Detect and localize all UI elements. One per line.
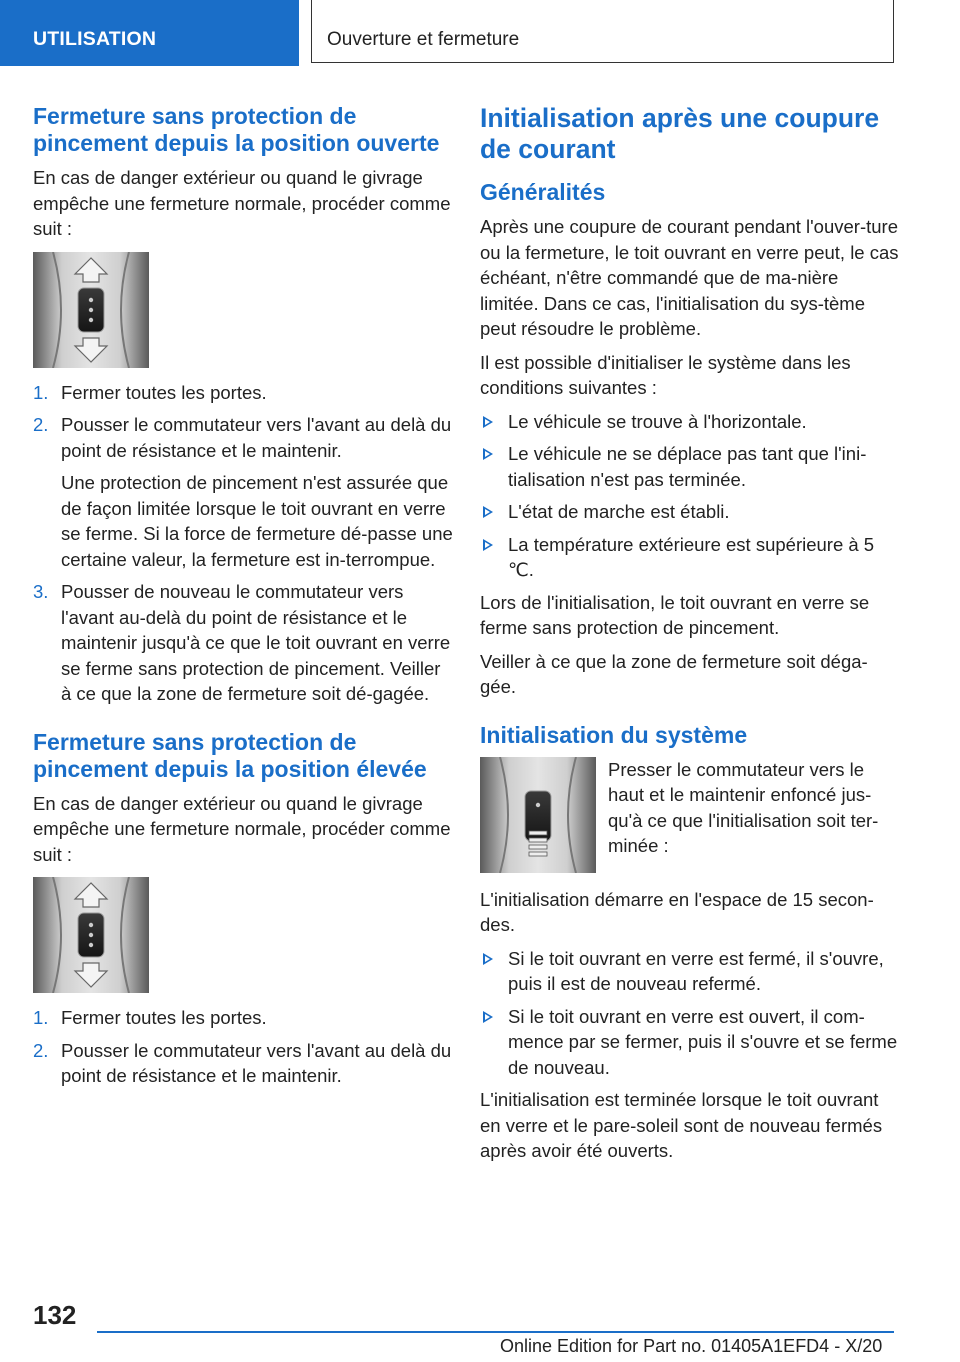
step-number: 1. (33, 381, 49, 403)
list-item (480, 1004, 900, 1081)
condition-text: L'état de marche est établi. (508, 501, 730, 522)
general-paragraph: Veiller à ce que la zone de fermeture soit déga-gée. (480, 650, 868, 697)
list-item (33, 1038, 453, 1089)
init-paragraph: L'initialisation est terminée lorsque le toit ouvrant en verre et le pare-soleil sont de nouveau fermés après avoir été ouverts. (480, 1089, 883, 1161)
subsection-title-general: Généralités (480, 179, 606, 205)
list-item (33, 1005, 453, 1031)
steps-list-open-position (33, 380, 453, 707)
init-behaviour-text: Si le toit ouvrant en verre est fermé, il s'ouvre, puis il est de nouveau refermé. (508, 947, 884, 994)
list-item (480, 409, 900, 435)
list-item (33, 380, 453, 406)
section-title-raised-position: Fermeture sans protection de pincement depuis la position élevée (33, 728, 427, 782)
section-intro-open-position: En cas de danger extérieur ou quand le givrage empêche une fermeture normale, procéder comme suit : (33, 167, 451, 239)
step-number: 2. (33, 414, 49, 435)
section-intro-raised-position: En cas de danger extérieur ou quand le givrage empêche une fermeture normale, procéder comme suit : (33, 792, 451, 865)
init-paragraph: L'initialisation démarre en l'espace de 15 secon-des. (480, 888, 874, 935)
triangle-bullet-icon (483, 506, 493, 518)
switch-push-forward-illustration (33, 252, 149, 368)
init-behaviour-text: Si le toit ouvrant en verre est ouvert, il com-mence par se fermer, puis il s'ouvre et se ferme de nouveau. (508, 1005, 898, 1078)
condition-text: La température extérieure est supérieure à 5 ℃. (508, 533, 875, 580)
triangle-bullet-icon (483, 1011, 493, 1023)
list-item (33, 579, 453, 707)
triangle-bullet-icon (483, 416, 493, 428)
list-item (33, 412, 453, 572)
step-text: Fermer toutes les portes. (61, 1007, 267, 1028)
section-title-initialisation: Initialisation après une coupure de courant (480, 103, 880, 164)
subsection-title-system-init: Initialisation du système (480, 721, 748, 748)
header-section-tab (0, 0, 299, 66)
general-paragraph: Lors de l'initialisation, le toit ouvrant en verre se ferme sans protection de pincement. (480, 591, 870, 638)
left-column (33, 103, 453, 1097)
step-number: 2. (33, 1039, 49, 1061)
list-item (480, 532, 900, 583)
list-item (480, 946, 900, 997)
step-text: Pousser le commutateur vers l'avant au delà du point de résistance et le maintenir. (61, 414, 452, 461)
header-chapter-label: Ouverture et fermeture (327, 29, 520, 50)
triangle-bullet-icon (483, 539, 493, 551)
list-item (480, 499, 900, 525)
condition-text: Le véhicule ne se déplace pas tant que l'ini-tialisation n'est pas terminée. (508, 443, 867, 490)
step-number: 3. (33, 581, 49, 602)
step-note: Une protection de pincement n'est assurée que de façon limitée lorsque le toit ouvrant en verre se ferme. Si la force de fermeture dé-passe une certaine valeur, la fermeture est in-terrompue. (61, 472, 453, 570)
page-number: 132 (33, 1300, 77, 1330)
triangle-bullet-icon (483, 448, 493, 460)
general-paragraph: Après une coupure de courant pendant l'ouver-ture ou la fermeture, le toit ouvrant en verre peut, le cas échéant, n'être commandé que de ma-nière limitée. Dans ce cas, l'initialisation du sys-tème peut résoudre le problème. (480, 216, 899, 339)
footer-divider (97, 1331, 894, 1333)
general-paragraph: Il est possible d'initialiser le système dans les conditions suivantes : (480, 351, 851, 398)
header-section-label: UTILISATION (33, 28, 157, 50)
init-instruction: Presser le commutateur vers le haut et le maintenir enfoncé jus-qu'à ce que l'initialisation soit ter-minée : (608, 758, 879, 856)
list-item (480, 441, 900, 492)
step-number: 1. (33, 1007, 49, 1028)
footer-edition: Online Edition for Part no. 01405A1EFD4 - X/20 (500, 1336, 883, 1356)
init-figure-row (480, 757, 900, 873)
conditions-list (480, 409, 900, 583)
section-title-open-position: Fermeture sans protection de pincement depuis la position ouverte (33, 103, 440, 156)
step-text: Fermer toutes les portes. (61, 381, 267, 403)
switch-press-up-illustration (480, 757, 596, 873)
right-column (480, 103, 900, 1172)
switch-push-forward-illustration (33, 877, 149, 993)
steps-list-raised-position (33, 1005, 453, 1089)
step-text: Pousser de nouveau le commutateur vers l'avant au-delà du point de résistance et le maintenir jusqu'à ce que le toit ouvrant en verre se ferme sans protection de pincement. Veiller à ce que la zone de fermeture soit dé-gagée. (61, 581, 451, 704)
condition-text: Le véhicule se trouve à l'horizontale. (508, 410, 807, 432)
step-text: Pousser le commutateur vers l'avant au delà du point de résistance et le maintenir. (61, 1039, 452, 1086)
header-chapter-box (311, 0, 894, 63)
init-behaviour-list (480, 946, 900, 1081)
triangle-bullet-icon (483, 953, 493, 965)
